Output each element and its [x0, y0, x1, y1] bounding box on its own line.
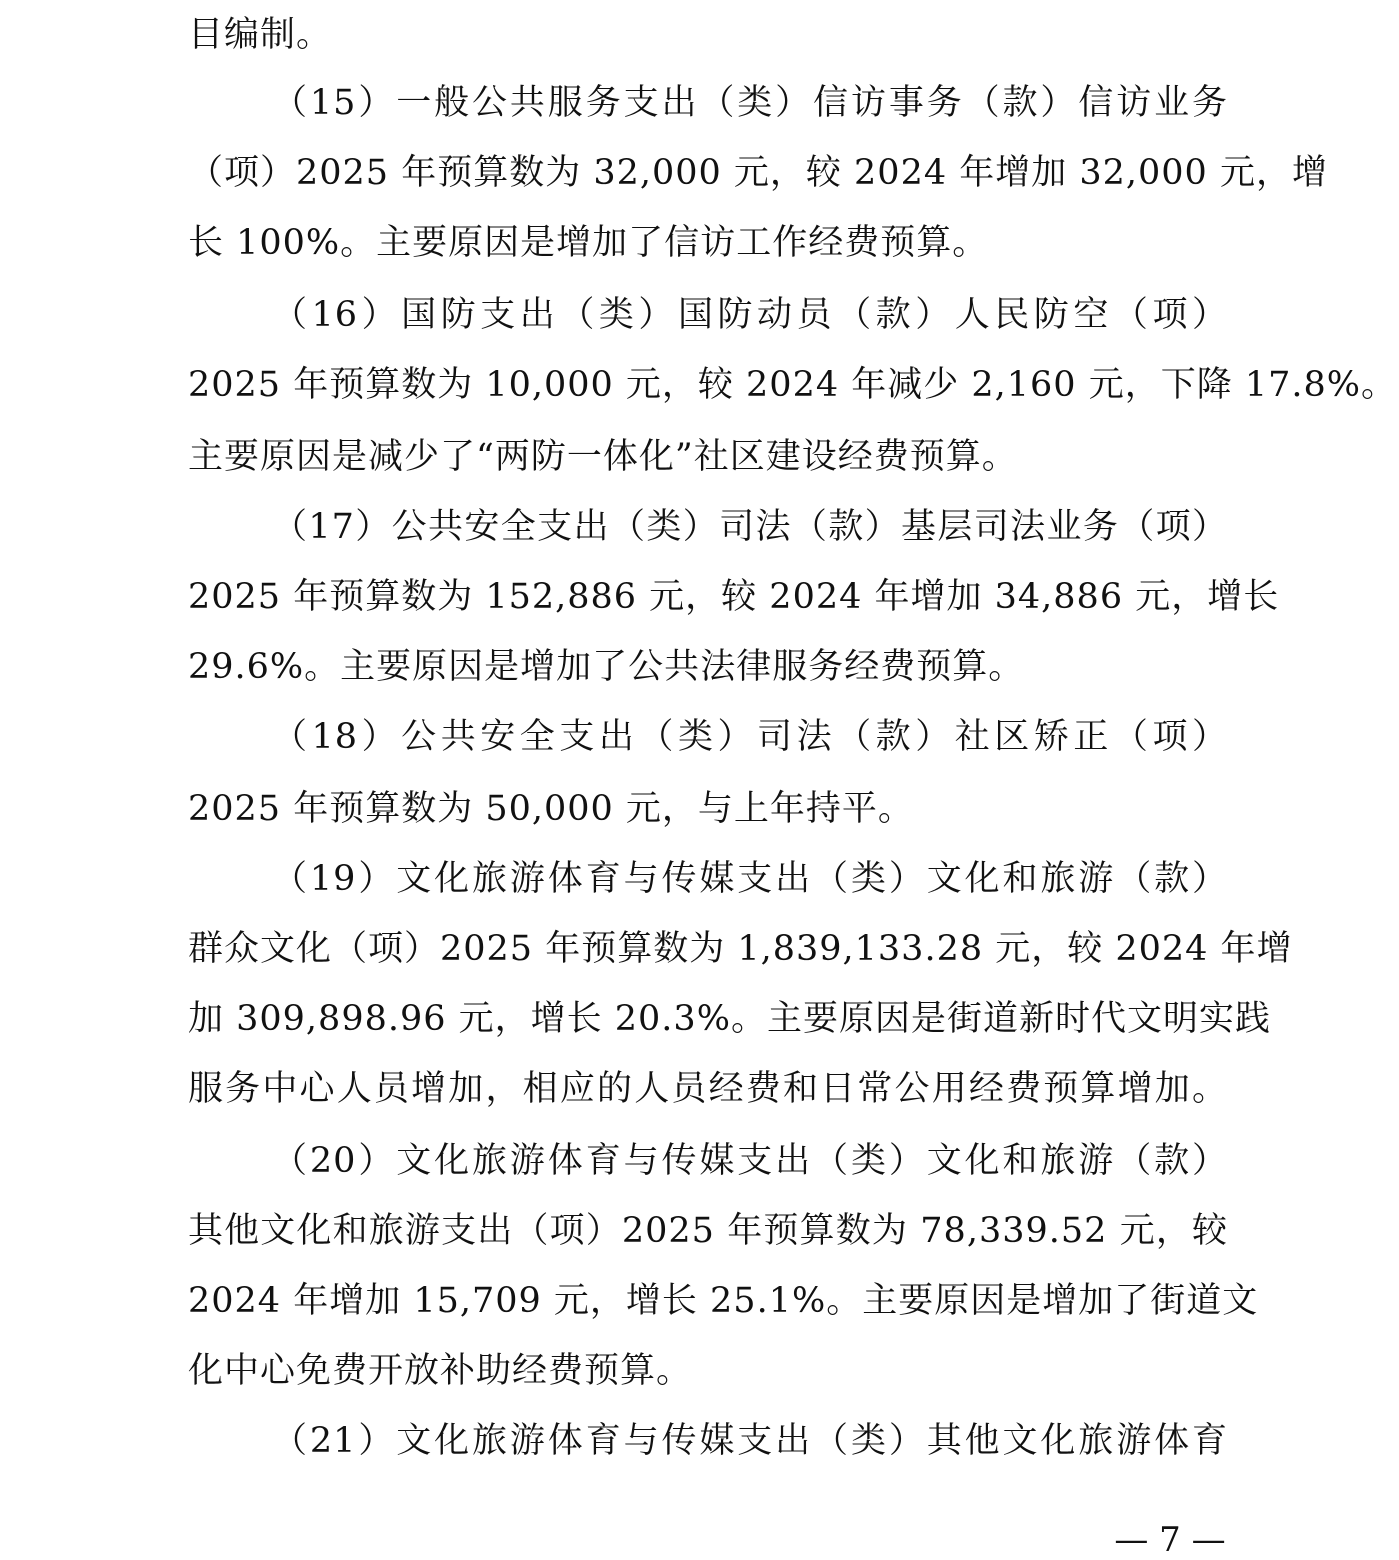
text-line: （17）公共安全支出（类）司法（款）基层司法业务（项）: [272, 507, 1228, 547]
text-line: 服务中心人员增加，相应的人员经费和日常公用经费预算增加。: [188, 1069, 1228, 1109]
text-line: （18）公共安全支出（类）司法（款）社区矫正（项）: [272, 717, 1228, 757]
text-line: （项）2025 年预算数为 32,000 元，较 2024 年增加 32,000 元，增: [188, 153, 1328, 193]
text-line: （21）文化旅游体育与传媒支出（类）其他文化旅游体育: [272, 1421, 1228, 1461]
text-line: 2025 年预算数为 10,000 元，较 2024 年减少 2,160 元，下降 17.8%。: [188, 365, 1397, 405]
text-line: 化中心免费开放补助经费预算。: [188, 1351, 693, 1391]
text-line: 加 309,898.96 元，增长 20.3%。主要原因是街道新时代文明实践: [188, 999, 1271, 1039]
text-line: （15）一般公共服务支出（类）信访事务（款）信访业务: [272, 83, 1228, 123]
text-line: 长 100%。主要原因是增加了信访工作经费预算。: [188, 223, 989, 263]
text-line: （19）文化旅游体育与传媒支出（类）文化和旅游（款）: [272, 859, 1228, 899]
text-line: 群众文化（项）2025 年预算数为 1,839,133.28 元，较 2024 年增: [188, 929, 1293, 969]
text-line: 其他文化和旅游支出（项）2025 年预算数为 78,339.52 元，较: [188, 1211, 1228, 1251]
text-line: （20）文化旅游体育与传媒支出（类）文化和旅游（款）: [272, 1141, 1228, 1181]
page-number: — 7 —: [1114, 1520, 1226, 1560]
text-line: （16）国防支出（类）国防动员（款）人民防空（项）: [272, 295, 1228, 335]
text-line: 2025 年预算数为 50,000 元，与上年持平。: [188, 789, 914, 829]
text-line: 2025 年预算数为 152,886 元，较 2024 年增加 34,886 元，增长: [188, 577, 1280, 617]
text-line: 主要原因是减少了“两防一体化”社区建设经费预算。: [188, 437, 1018, 477]
text-line: 29.6%。主要原因是增加了公共法律服务经费预算。: [188, 647, 1025, 687]
text-line: 2024 年增加 15,709 元，增长 25.1%。主要原因是增加了街道文: [188, 1281, 1259, 1321]
text-line: 目编制。: [188, 15, 333, 55]
